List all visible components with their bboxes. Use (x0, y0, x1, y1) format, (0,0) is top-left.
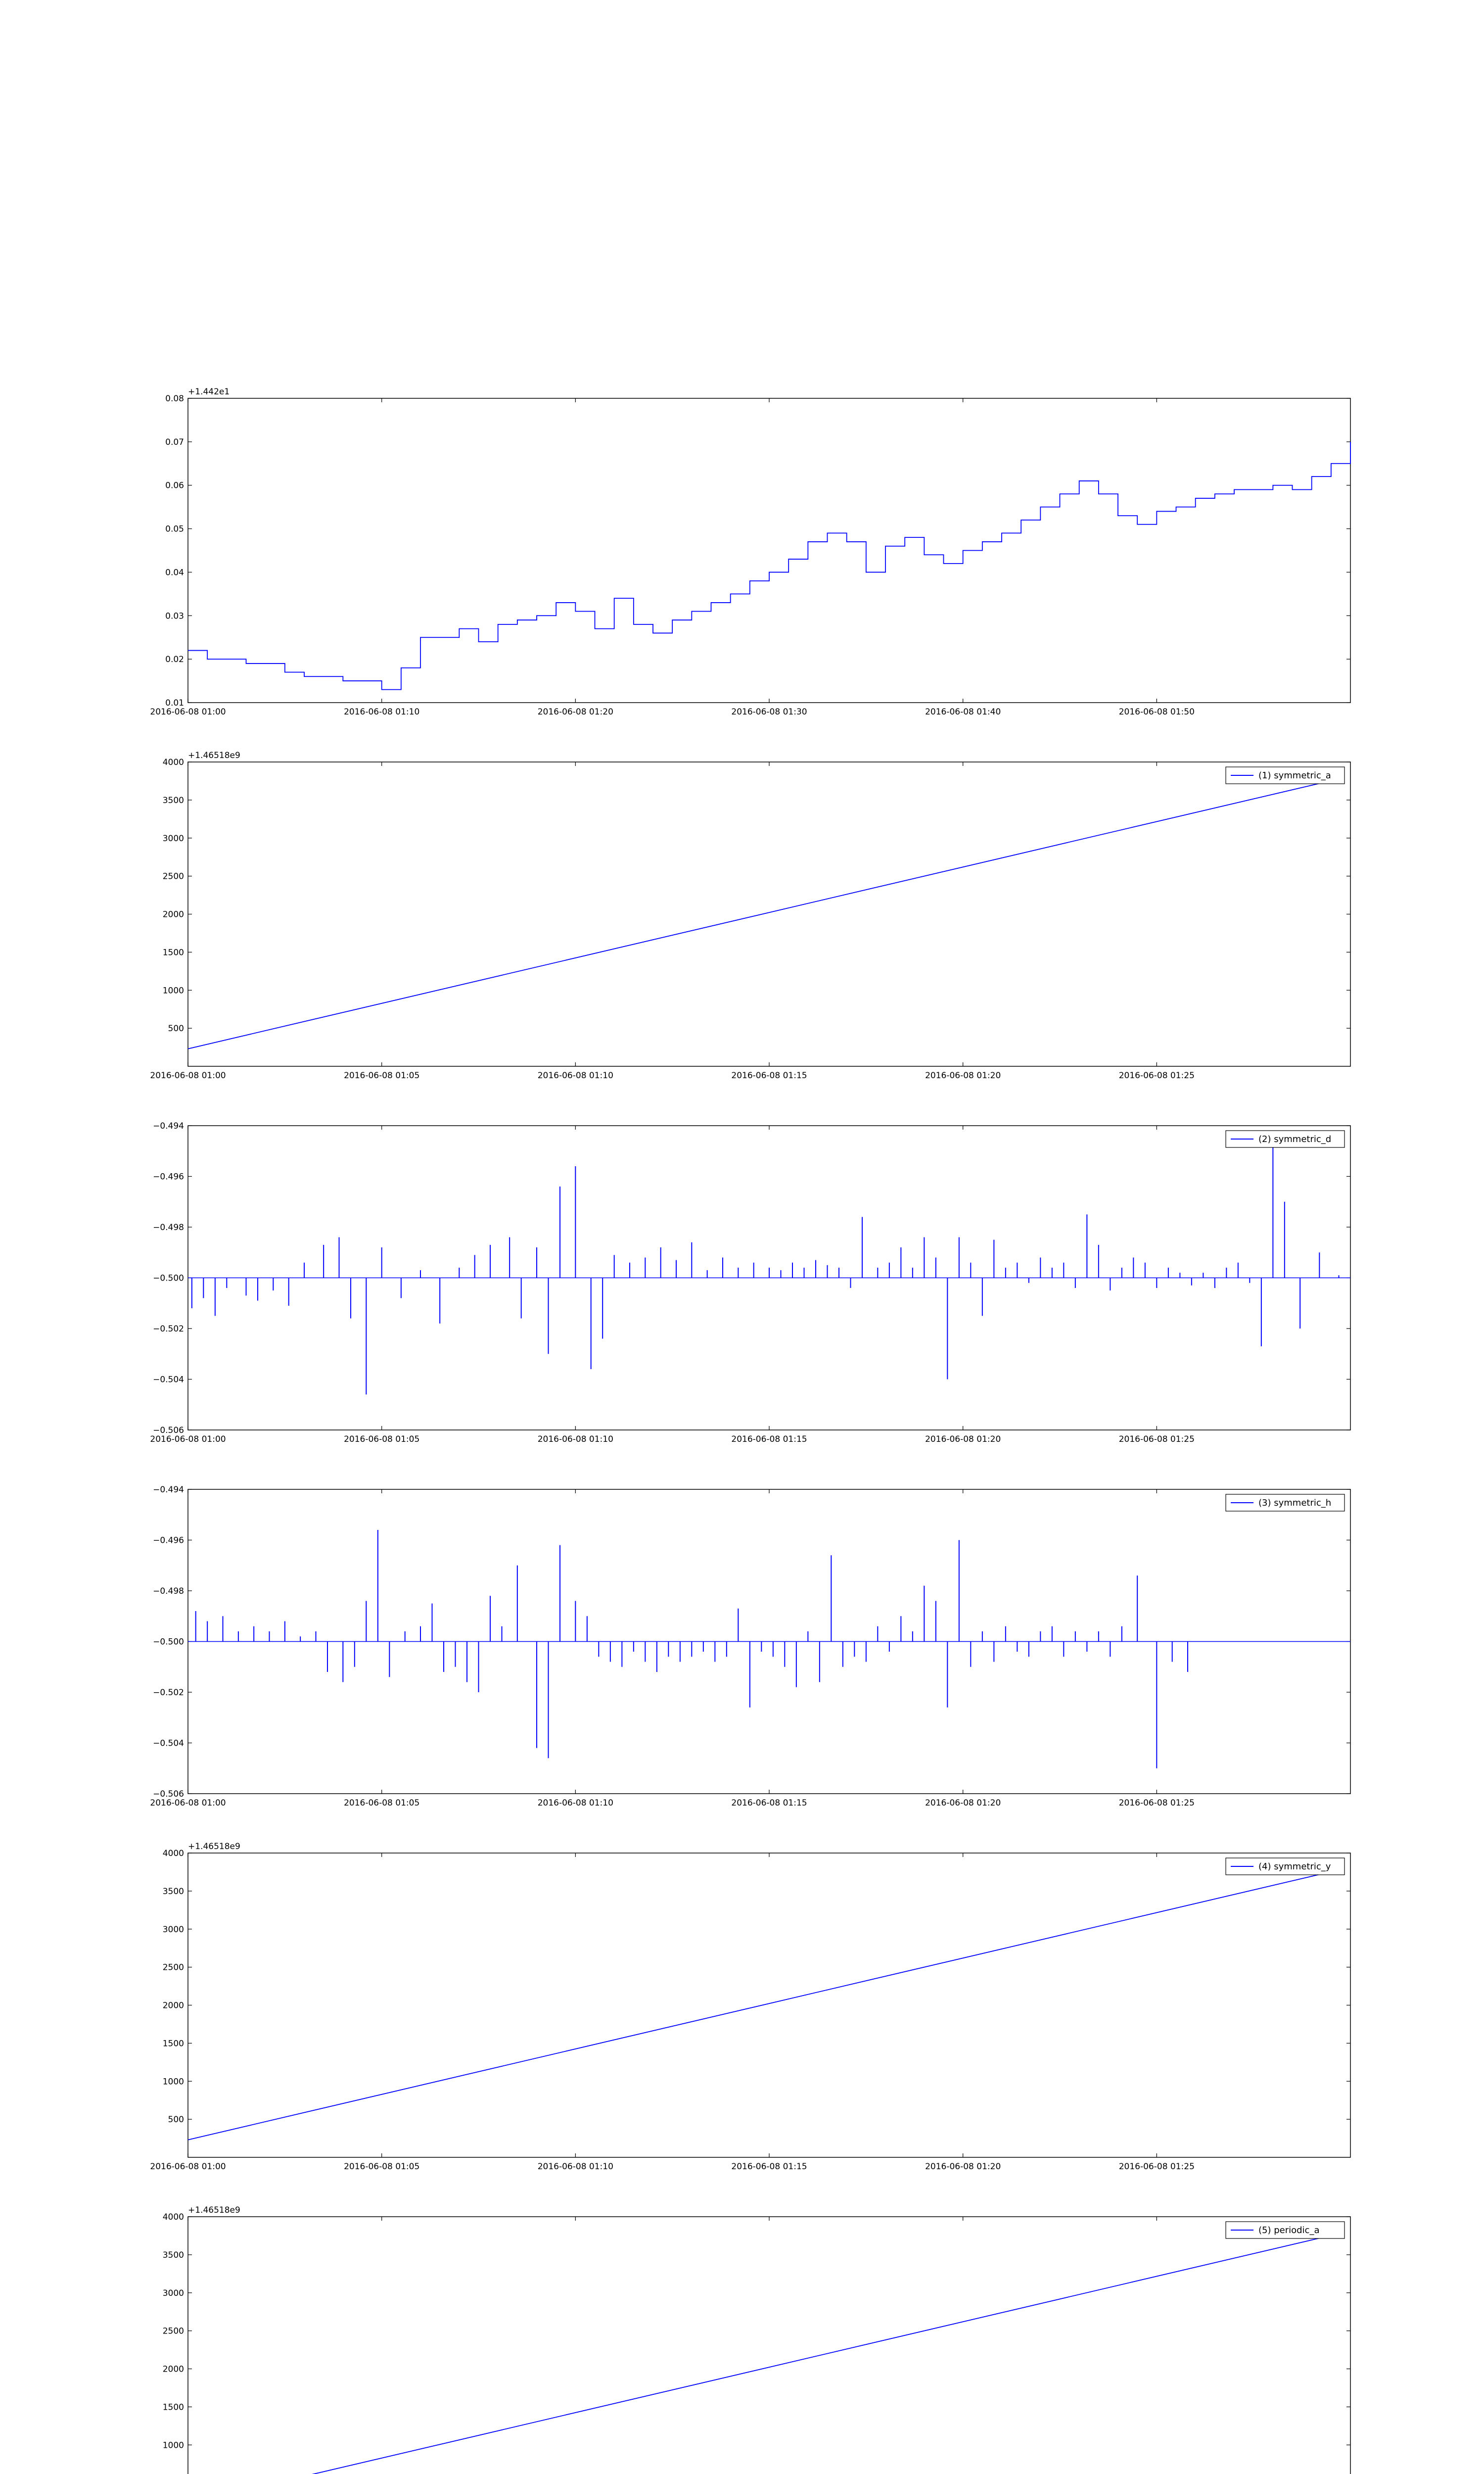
y-tick-label: −0.504 (153, 1738, 184, 1749)
x-tick-label: 2016-06-08 01:10 (344, 707, 420, 717)
y-tick-label: −0.504 (153, 1375, 184, 1385)
chart-panel-2 (150, 751, 1350, 1081)
y-tick-label: −0.506 (153, 1426, 184, 1435)
y-tick-label: 3500 (162, 2250, 184, 2260)
y-tick-label: 1000 (162, 2077, 184, 2087)
y-tick-label: 500 (168, 2115, 184, 2125)
y-tick-label: −0.500 (153, 1273, 184, 1284)
y-tick-label: −0.494 (153, 1485, 184, 1495)
chart-panel-5 (150, 1842, 1350, 2172)
y-tick-label: 0.08 (165, 394, 184, 404)
y-tick-label: 4000 (162, 1849, 184, 1858)
y-tick-label: −0.502 (153, 1324, 184, 1334)
plot-frame (188, 2217, 1350, 2474)
x-tick-label: 2016-06-08 01:25 (1118, 2162, 1195, 2172)
y-tick-label: −0.506 (153, 1789, 184, 1799)
x-tick-label: 2016-06-08 01:00 (150, 2162, 226, 2172)
x-tick-label: 2016-06-08 01:25 (1118, 1071, 1195, 1081)
y-tick-label: 0.07 (165, 437, 184, 447)
x-tick-label: 2016-06-08 01:15 (731, 1434, 807, 1444)
x-tick-label: 2016-06-08 01:05 (344, 1071, 420, 1081)
legend (1226, 1858, 1345, 1875)
y-tick-label: 0.06 (165, 480, 184, 491)
chart-panel-3 (150, 1121, 1350, 1444)
x-tick-label: 2016-06-08 01:00 (150, 1071, 226, 1081)
y-tick-label: −0.502 (153, 1688, 184, 1698)
y-tick-label: 3000 (162, 2288, 184, 2298)
x-tick-label: 2016-06-08 01:20 (537, 707, 613, 717)
y-tick-label: 2500 (162, 1962, 184, 1973)
legend (1226, 767, 1345, 784)
y-tick-label: −0.496 (153, 1535, 184, 1546)
y-tick-label: 1500 (162, 2039, 184, 2049)
x-tick-label: 2016-06-08 01:10 (537, 2162, 613, 2172)
y-tick-label: 0.05 (165, 524, 184, 534)
y-tick-label: 2000 (162, 909, 184, 920)
x-tick-label: 2016-06-08 01:00 (150, 1798, 226, 1808)
y-tick-label: 1500 (162, 948, 184, 958)
y-tick-label: 0.01 (165, 698, 184, 708)
y-tick-label: 3500 (162, 795, 184, 806)
legend (1226, 1131, 1345, 1147)
x-tick-label: 2016-06-08 01:15 (731, 2162, 807, 2172)
legend (1226, 1494, 1345, 1511)
x-tick-label: 2016-06-08 01:15 (731, 1071, 807, 1081)
series-line (188, 2233, 1343, 2474)
series-line (188, 1869, 1343, 2140)
legend-label: (4) symmetric_y (1258, 1861, 1331, 1872)
x-tick-label: 2016-06-08 01:00 (150, 1434, 226, 1444)
legend (1226, 2222, 1345, 2238)
y-tick-label: −0.496 (153, 1172, 184, 1182)
x-tick-label: 2016-06-08 01:30 (731, 707, 807, 717)
y-tick-label: 3000 (162, 833, 184, 844)
y-tick-label: −0.494 (153, 1121, 184, 1131)
series-line (188, 778, 1343, 1048)
x-tick-label: 2016-06-08 01:25 (1118, 1798, 1195, 1808)
y-tick-label: 2000 (162, 2000, 184, 2011)
y-tick-label: 0.04 (165, 568, 184, 578)
y-tick-label: −0.500 (153, 1637, 184, 1647)
y-tick-label: 500 (168, 1024, 184, 1034)
y-offset-label: +1.46518e9 (188, 2205, 240, 2215)
x-tick-label: 2016-06-08 01:20 (925, 1071, 1001, 1081)
y-offset-label: +1.442e1 (188, 387, 230, 397)
y-tick-label: 2500 (162, 871, 184, 882)
x-tick-label: 2016-06-08 01:20 (925, 1434, 1001, 1444)
x-tick-label: 2016-06-08 01:05 (344, 1798, 420, 1808)
y-tick-label: 2000 (162, 2364, 184, 2375)
x-tick-label: 2016-06-08 01:10 (537, 1434, 613, 1444)
y-tick-label: 1500 (162, 2402, 184, 2413)
legend-label: (5) periodic_a (1258, 2225, 1320, 2236)
x-tick-label: 2016-06-08 01:20 (925, 1798, 1001, 1808)
x-tick-label: 2016-06-08 01:00 (150, 707, 226, 717)
x-tick-label: 2016-06-08 01:10 (537, 1798, 613, 1808)
y-tick-label: 2500 (162, 2326, 184, 2336)
y-tick-label: 4000 (162, 2212, 184, 2222)
legend-label: (2) symmetric_d (1258, 1134, 1332, 1144)
legend-label: (1) symmetric_a (1258, 770, 1331, 781)
chart-panel-1 (150, 387, 1350, 717)
legend-label: (3) symmetric_h (1258, 1498, 1332, 1508)
y-offset-label: +1.46518e9 (188, 1842, 240, 1852)
plot-frame (188, 398, 1350, 703)
y-tick-label: 0.03 (165, 611, 184, 621)
x-tick-label: 2016-06-08 01:15 (731, 1798, 807, 1808)
y-tick-label: 4000 (162, 758, 184, 767)
x-tick-label: 2016-06-08 01:40 (925, 707, 1001, 717)
plot-frame (188, 762, 1350, 1066)
x-tick-label: 2016-06-08 01:25 (1118, 1434, 1195, 1444)
y-tick-label: −0.498 (153, 1586, 184, 1596)
x-tick-label: 2016-06-08 01:50 (1118, 707, 1195, 717)
x-tick-label: 2016-06-08 01:10 (537, 1071, 613, 1081)
chart-panel-6 (150, 2205, 1350, 2474)
y-tick-label: −0.498 (153, 1223, 184, 1233)
y-tick-label: 1000 (162, 986, 184, 996)
y-tick-label: 3000 (162, 1924, 184, 1935)
x-tick-label: 2016-06-08 01:05 (344, 1434, 420, 1444)
y-offset-label: +1.46518e9 (188, 751, 240, 761)
series-line (188, 442, 1350, 690)
x-tick-label: 2016-06-08 01:05 (344, 2162, 420, 2172)
y-tick-label: 0.02 (165, 655, 184, 665)
y-tick-label: 1000 (162, 2440, 184, 2451)
y-tick-label: 3500 (162, 1886, 184, 1897)
chart-panel-4 (150, 1485, 1350, 1808)
x-tick-label: 2016-06-08 01:20 (925, 2162, 1001, 2172)
plot-frame (188, 1853, 1350, 2157)
